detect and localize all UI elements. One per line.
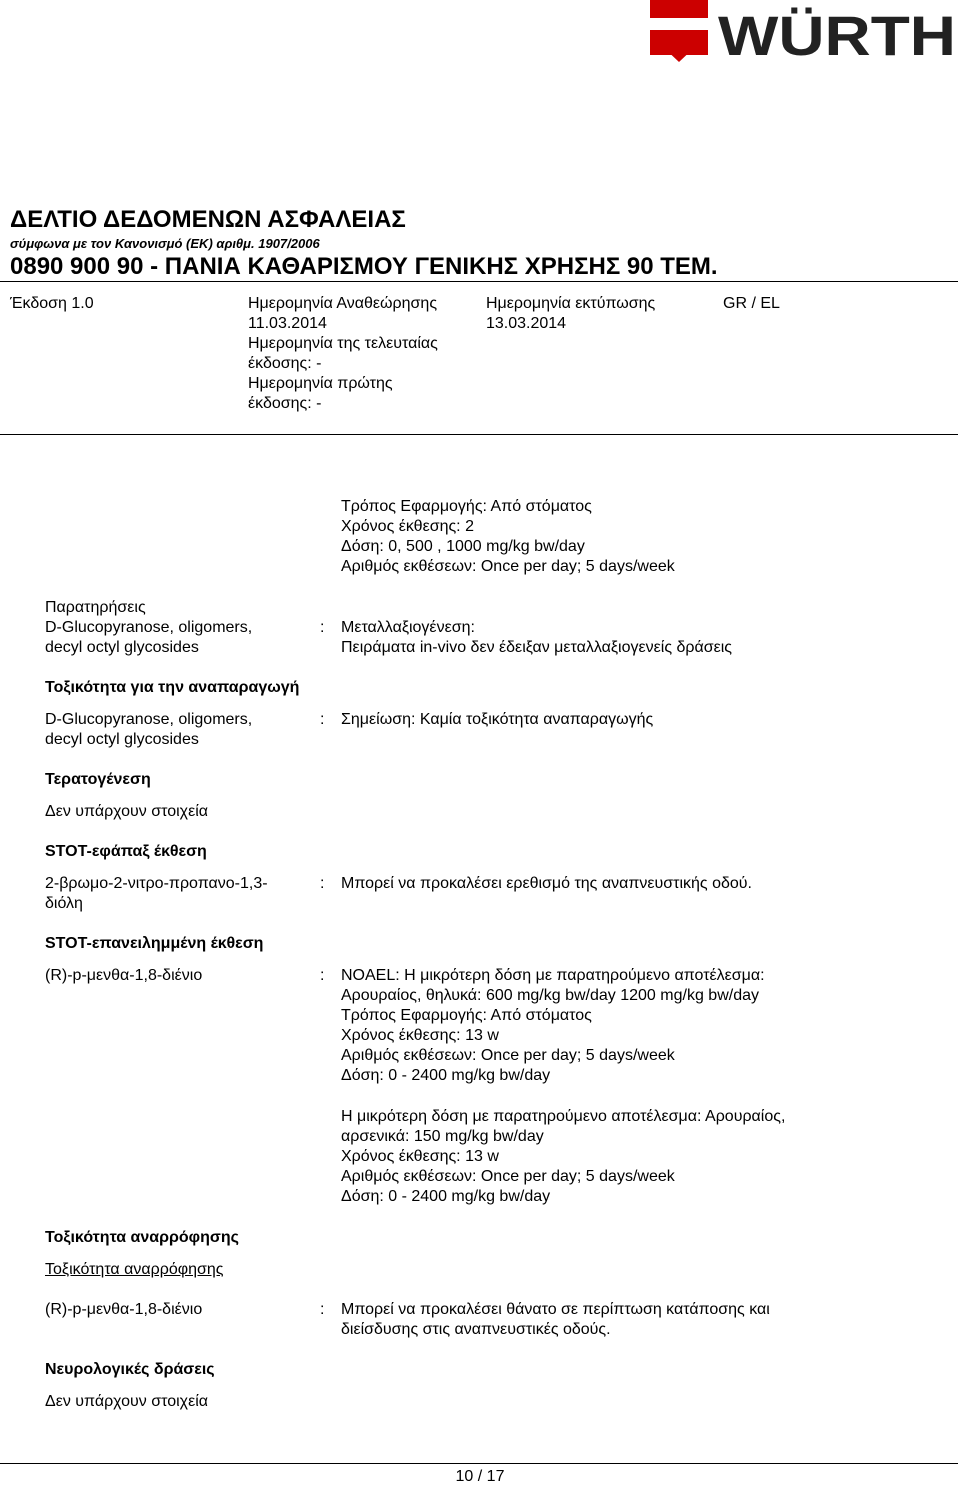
print-label: Ημερομηνία εκτύπωσης <box>486 295 656 312</box>
revision-block <box>248 294 473 414</box>
neuro-effects-header: Νευρολογικές δράσεις <box>45 1361 215 1378</box>
stot-re-line: Χρόνος έκθεσης: 13 w <box>341 1148 499 1165</box>
revision-date: 11.03.2014 <box>248 315 327 332</box>
mutagenicity-title: Μεταλλαξιογένεση: <box>341 619 475 636</box>
first-issue-value: έκδοσης: - <box>248 395 322 412</box>
substance-name: D-Glucopyranose, oligomers, <box>45 619 253 636</box>
substance-name: decyl octyl glycosides <box>45 731 199 748</box>
colon: : <box>320 875 325 892</box>
teratogenicity-header: Τερατογένεση <box>45 771 151 788</box>
repro-toxicity-header: Τοξικότητα για την αναπαραγωγή <box>45 679 300 696</box>
substance-name: 2-βρωμο-2-νιτρο-προπανο-1,3- <box>45 875 268 892</box>
substance-name: (R)-p-μενθα-1,8-διένιο <box>45 967 203 984</box>
colon: : <box>320 967 325 984</box>
stot-re-line: Τρόπος Εφαρμογής: Από στόματος <box>341 1007 592 1024</box>
aspiration-text <box>341 1300 941 1340</box>
stot-se-substance-block <box>45 874 305 914</box>
stot-re-line: Δόση: 0 - 2400 mg/kg bw/day <box>341 1188 551 1205</box>
aspiration-toxicity-header: Τοξικότητα αναρρόφησης <box>45 1229 239 1246</box>
neuro-effects-text: Δεν υπάρχουν στοιχεία <box>45 1393 208 1410</box>
mutagenicity-value <box>341 618 941 658</box>
stot-re-line: NOAEL: Η μικρότερη δόση με παρατηρούμενο αποτέλεσμα: <box>341 967 765 984</box>
mutagenicity-text: Πειράματα in-vivo δεν έδειξαν μεταλλαξιογενείς δράσεις <box>341 639 732 656</box>
wurth-logo <box>648 0 960 70</box>
stot-re-line: Η μικρότερη δόση με παρατηρούμενο αποτέλεσμα: Αρουραίος, <box>341 1108 786 1125</box>
remarks-label: Παρατηρήσεις <box>45 599 146 616</box>
aspiration-line: διείσδυσης στις αναπνευστικές οδούς. <box>341 1321 611 1338</box>
stot-re-line: Αριθμός εκθέσεων: Once per day; 5 days/week <box>341 1168 675 1185</box>
cont-line: Δόση: 0, 500 , 1000 mg/kg bw/day <box>341 538 585 555</box>
version: Έκδοση 1.0 <box>10 295 94 312</box>
revision-label: Ημερομηνία Αναθεώρησης <box>248 295 438 312</box>
stot-re-block-2 <box>341 1107 941 1207</box>
substance-name: (R)-p-μενθα-1,8-διένιο <box>45 1301 203 1318</box>
logo-text: WÜRTH <box>718 4 956 67</box>
colon: : <box>320 619 325 636</box>
print-block <box>486 294 706 334</box>
logo-shield-bar <box>662 18 696 30</box>
stot-re-line: Αρουραίος, θηλυκά: 600 mg/kg bw/day 1200 mg/kg bw/day <box>341 987 759 1004</box>
repro-substance-block <box>45 710 305 750</box>
stot-re-line: Χρόνος έκθεσης: 13 w <box>341 1027 499 1044</box>
cont-line: Χρόνος έκθεσης: 2 <box>341 518 474 535</box>
regulation-subtitle: σύμφωνα με τον Κανονισμό (ΕΚ) αριθμ. 1907/2006 <box>10 236 320 251</box>
last-issue-value: έκδοσης: - <box>248 355 322 372</box>
stot-re-line: αρσενικά: 150 mg/kg bw/day <box>341 1128 544 1145</box>
remarks-label-block <box>45 598 305 658</box>
colon: : <box>320 711 325 728</box>
colon: : <box>320 1301 325 1318</box>
product-title: 0890 900 90 - ΠΑΝΙΑ ΚΑΘΑΡΙΣΜΟΥ ΓΕΝΙΚΗΣ ΧΡΗΣΗΣ 90 ΤΕΜ. <box>10 253 718 280</box>
first-issue-label: Ημερομηνία πρώτης <box>248 375 393 392</box>
substance-name: διόλη <box>45 895 83 912</box>
last-issue-label: Ημερομηνία της τελευταίας <box>248 335 438 352</box>
title-divider <box>0 281 958 282</box>
teratogenicity-text: Δεν υπάρχουν στοιχεία <box>45 803 208 820</box>
stot-re-header: STOT-επανειλημμένη έκθεση <box>45 935 264 952</box>
page-number: 10 / 17 <box>455 1468 505 1485</box>
footer-divider <box>0 1463 958 1464</box>
print-date: 13.03.2014 <box>486 315 567 332</box>
stot-re-line: Δόση: 0 - 2400 mg/kg bw/day <box>341 1067 551 1084</box>
repro-text: Σημείωση: Καμία τοξικότητα αναπαραγωγής <box>341 711 654 728</box>
stot-se-text: Μπορεί να προκαλέσει ερεθισμό της αναπνευστικής οδού. <box>341 875 752 892</box>
stot-se-header: STOT-εφάπαξ έκθεση <box>45 843 207 860</box>
locale: GR / EL <box>723 295 780 312</box>
cont-line: Αριθμός εκθέσεων: Once per day; 5 days/week <box>341 558 675 575</box>
aspiration-line: Μπορεί να προκαλέσει θάνατο σε περίπτωση κατάποσης και <box>341 1301 770 1318</box>
continued-block <box>341 497 941 577</box>
aspiration-toxicity-subheader: Τοξικότητα αναρρόφησης <box>45 1261 224 1278</box>
header-divider <box>0 434 958 435</box>
stot-re-block-1 <box>341 966 941 1086</box>
stot-re-line: Αριθμός εκθέσεων: Once per day; 5 days/week <box>341 1047 675 1064</box>
cont-line: Τρόπος Εφαρμογής: Από στόματος <box>341 498 592 515</box>
document-title: ΔΕΛΤΙΟ ΔΕΔΟΜΕΝΩΝ ΑΣΦΑΛΕΙΑΣ <box>10 206 406 233</box>
substance-name: D-Glucopyranose, oligomers, <box>45 711 253 728</box>
substance-name: decyl octyl glycosides <box>45 639 199 656</box>
